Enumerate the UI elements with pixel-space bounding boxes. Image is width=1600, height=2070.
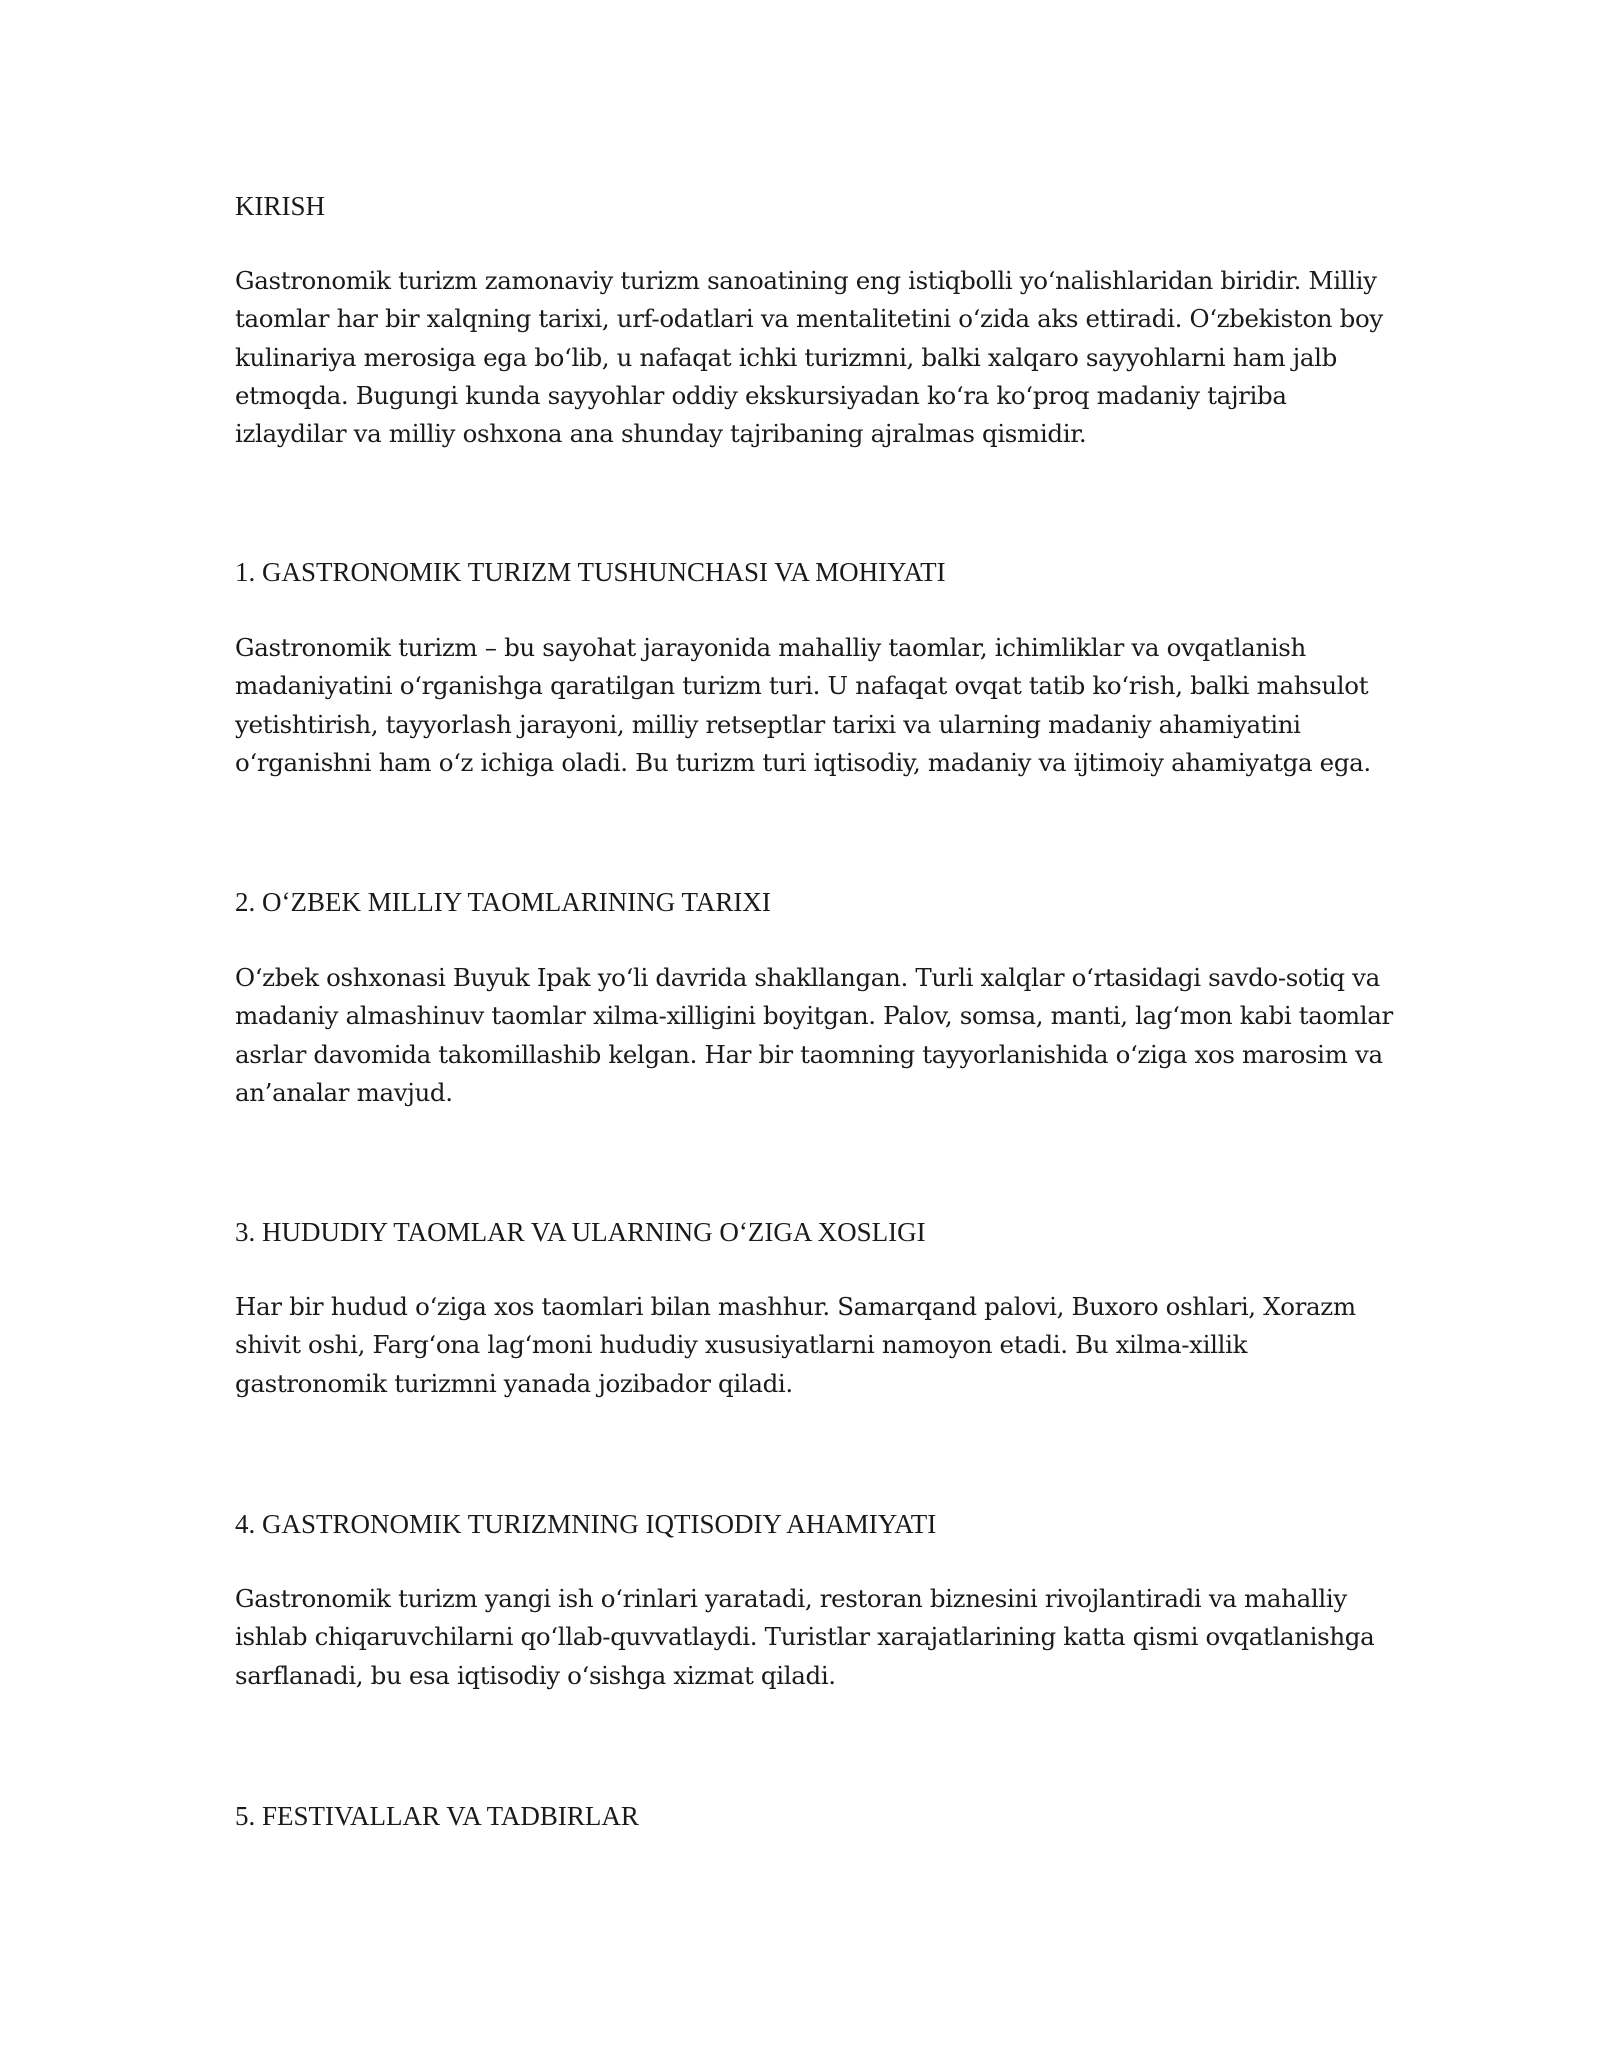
section-3-heading: 3. HUDUDIY TAOMLAR VA ULARNING O‘ZIGA XOSLIGI bbox=[235, 1217, 926, 1247]
section-1-paragraph: Gastronomik turizm – bu sayohat jarayonida mahalliy taomlar, ichimliklar va ovqatlanish madaniyatini o‘rganishga qaratilgan turizm turi. U nafaqat ovqat tatib ko‘rish, balki mahsulot yetishtirish, tayyorlash jarayoni, milliy retseptlar tarixi va ularning madaniy ahamiyatini o‘rganishni ham o‘z ichiga oladi. Bu turizm turi iqtisodiy, madaniy va ijtimoiy ahamiyatga ega. bbox=[235, 633, 1371, 777]
section-1-heading: 1. GASTRONOMIK TURIZM TUSHUNCHASI VA MOHIYATI bbox=[235, 557, 946, 587]
section-2-heading: 2. O‘ZBEK MILLIY TAOMLARINING TARIXI bbox=[235, 887, 771, 917]
section-5-heading: 5. FESTIVALLAR VA TADBIRLAR bbox=[235, 1801, 639, 1831]
intro-heading: KIRISH bbox=[235, 191, 326, 221]
intro-paragraph: Gastronomik turizm zamonaviy turizm sanoatining eng istiqbolli yo‘nalishlaridan biridir. Milliy taomlar har bir xalqning tarixi, urf-odatlari va mentalitetini o‘zida aks ettiradi. O‘zbekiston boy kulinariya merosiga ega bo‘lib, u nafaqat ichki turizmni, balki xalqaro sayyohlarni ham jalb etmoqda. Bugungi kunda sayyohlar oddiy ekskursiyadan ko‘ra ko‘proq madaniy tajriba izlaydilar va milliy oshxona ana shunday tajribaning ajralmas qismidir. bbox=[235, 266, 1383, 449]
section-2-paragraph: O‘zbek oshxonasi Buyuk Ipak yo‘li davrida shakllangan. Turli xalqlar o‘rtasidagi savdo-sotiq va madaniy almashinuv taomlar xilma-xilligini boyitgan. Palov, somsa, manti, lag‘mon kabi taomlar asrlar davomida takomillashib kelgan. Har bir taomning tayyorlanishida o‘ziga xos marosim va an’analar mavjud. bbox=[235, 963, 1393, 1107]
section-4-heading: 4. GASTRONOMIK TURIZMNING IQTISODIY AHAMIYATI bbox=[235, 1509, 937, 1539]
section-3-paragraph: Har bir hudud o‘ziga xos taomlari bilan mashhur. Samarqand palovi, Buxoro oshlari, Xorazm shivit oshi, Farg‘ona lag‘moni hududiy xususiyatlarni namoyon etadi. Bu xilma-xillik gastronomik turizmni yanada jozibador qiladi. bbox=[235, 1292, 1356, 1398]
section-4-paragraph: Gastronomik turizm yangi ish o‘rinlari yaratadi, restoran biznesini rivojlantiradi va mahalliy ishlab chiqaruvchilarni qo‘llab-quvvatlaydi. Turistlar xarajatlarining katta qismi ovqatlanishga sarflanadi, bu esa iqtisodiy o‘sishga xizmat qiladi. bbox=[235, 1584, 1375, 1690]
